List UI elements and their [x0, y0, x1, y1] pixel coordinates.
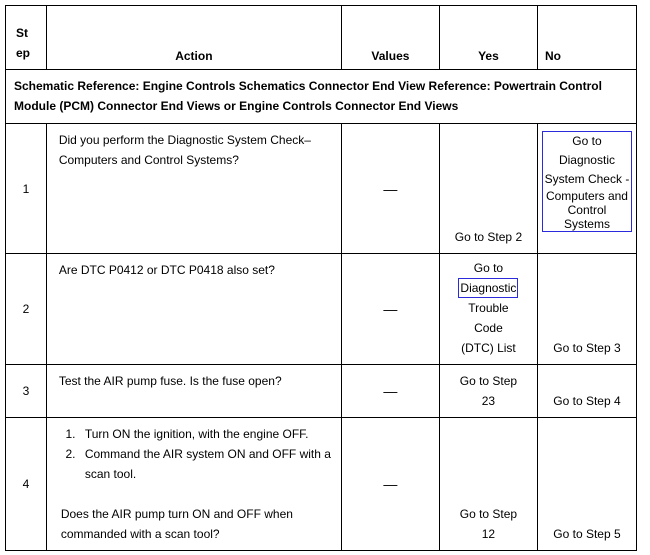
yes-link[interactable]: Go to Step 12	[439, 418, 537, 551]
values-cell: —	[341, 365, 439, 418]
no-link[interactable]: Go to Step 3	[537, 254, 636, 365]
values-cell: —	[341, 124, 439, 254]
header-yes: Yes	[439, 6, 537, 70]
header-values: Values	[341, 6, 439, 70]
action-question: Does the AIR pump turn ON and OFF when commanded with a scan tool?	[60, 507, 293, 541]
list-item: 1. Turn ON the ignition, with the engine OFF.	[79, 424, 333, 444]
table-row	[6, 365, 637, 418]
values-cell: —	[341, 418, 439, 551]
no-link-text-a: Go to Diagnostic System Check -	[544, 134, 630, 186]
header-no: No	[537, 6, 636, 70]
header-action: Action	[46, 6, 341, 70]
reference-row	[6, 70, 637, 124]
no-link[interactable]: Go to Step 4	[537, 365, 636, 418]
action-text: Test the AIR pump fuse. Is the fuse open?	[46, 365, 341, 418]
action-cell	[46, 418, 341, 551]
yes-cell	[439, 254, 537, 365]
no-link[interactable]: Go to Step 5	[537, 418, 636, 551]
action-text: Are DTC P0412 or DTC P0418 also set?	[46, 254, 341, 365]
action-text: Did you perform the Diagnostic System Check– Computers and Control Systems?	[46, 124, 341, 254]
header-row	[6, 6, 637, 70]
yes-post-text: Trouble Code (DTC) List	[461, 301, 516, 355]
table-row	[6, 124, 637, 254]
action-steps-list	[59, 424, 333, 484]
yes-pre-text: Go to	[473, 261, 504, 275]
diagnostic-table	[5, 5, 637, 551]
diagnostic-trouble-code-link[interactable]: Diagnostic	[458, 278, 518, 298]
table-row	[6, 254, 637, 365]
no-link-text-b: Computers and Control Systems	[545, 189, 628, 231]
schematic-reference: Schematic Reference: Engine Controls Schematics Connector End View Reference: Powertrain Control Module (PCM) Connector End Views or Engine Controls Connector End Views	[6, 70, 637, 124]
table-row	[6, 418, 637, 551]
step-number: 4	[6, 418, 47, 551]
step-number: 1	[6, 124, 47, 254]
yes-link[interactable]: Go to Step 2	[439, 124, 537, 254]
step-number: 3	[6, 365, 47, 418]
step-number: 2	[6, 254, 47, 365]
list-item: 2. Command the AIR system ON and OFF with a scan tool.	[79, 444, 333, 484]
header-step: St ep	[6, 6, 47, 70]
yes-link[interactable]: Go to Step 23	[439, 365, 537, 418]
diagnostic-system-check-link[interactable]	[542, 131, 632, 232]
values-cell: —	[341, 254, 439, 365]
